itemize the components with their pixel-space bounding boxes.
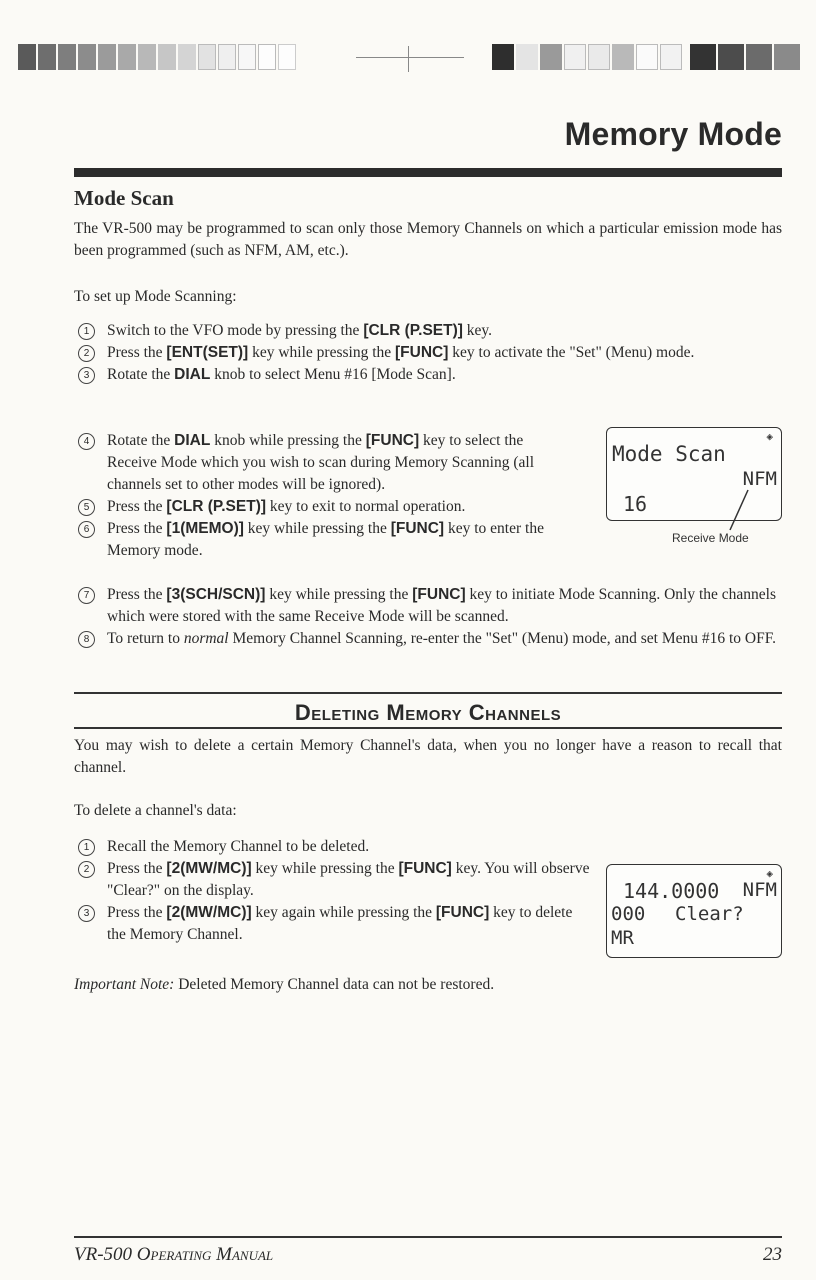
step-number: 2 xyxy=(78,861,95,878)
strip-block xyxy=(18,44,36,70)
key-label: [FUNC] xyxy=(395,344,449,361)
step-text: Memory Channel Scanning, re-enter the "Set" (Menu) mode, and set Menu #16 to OFF. xyxy=(228,630,776,647)
lcd-clear xyxy=(606,864,782,958)
step-number: 3 xyxy=(78,905,95,922)
key-label: [1(MEMO)] xyxy=(166,520,244,537)
section-rule-bottom xyxy=(74,727,782,729)
delete-step-3 xyxy=(74,902,590,946)
key-label: [FUNC] xyxy=(365,432,420,449)
step-text: key while pressing the xyxy=(265,586,413,603)
important-note xyxy=(74,974,782,996)
delete-step-1 xyxy=(74,836,590,858)
strip-block xyxy=(158,44,176,70)
step-text: key to activate the "Set" (Menu) mode. xyxy=(448,344,695,361)
page-number: 23 xyxy=(763,1244,782,1265)
step-text: Rotate the xyxy=(107,432,175,449)
step-text: Press the xyxy=(107,860,167,877)
step-text: Recall the Memory Channel to be deleted. xyxy=(107,838,370,855)
step-4 xyxy=(74,430,574,496)
strip-block xyxy=(660,44,682,70)
key-label: [FUNC] xyxy=(435,904,490,921)
step-text: key. You will observe "Clear?" on the display. xyxy=(107,860,590,899)
step-text: Press the xyxy=(107,586,167,603)
strip-block xyxy=(516,44,538,70)
key-label: [3(SCH/SCN)] xyxy=(166,586,266,603)
strip-block xyxy=(564,44,586,70)
footer-rule xyxy=(74,1236,782,1238)
deleting-heading: Deleting Memory Channels xyxy=(294,700,562,725)
step-text: To return to xyxy=(107,630,184,647)
step-2 xyxy=(74,342,782,364)
deleting-intro: You may wish to delete a certain Memory Channel's data, when you no longer have a reason to recall that channel. xyxy=(74,737,782,776)
step-text: key while pressing the xyxy=(243,520,391,537)
delete-steps xyxy=(74,836,590,946)
page-title: Memory Mode xyxy=(564,116,782,152)
step-7 xyxy=(74,584,782,628)
crosshair-h xyxy=(356,57,464,58)
step-text: Press the xyxy=(107,498,167,515)
step-text: key to exit to normal operation. xyxy=(266,498,466,515)
strip-block xyxy=(58,44,76,70)
step-6 xyxy=(74,518,574,562)
mode-scan-intro: The VR-500 may be programmed to scan only those Memory Channels on which a particular emission mode has been programmed (such as NFM, AM, etc.). xyxy=(74,220,782,259)
strip-block xyxy=(278,44,296,70)
lcd-receive-mode: NFM xyxy=(742,468,777,490)
strip-block xyxy=(238,44,256,70)
step-text: Press the xyxy=(107,904,167,921)
strip-block xyxy=(588,44,610,70)
step-number: 7 xyxy=(78,587,95,604)
delete-label: To delete a channel's data: xyxy=(74,802,237,819)
key-label: [FUNC] xyxy=(412,586,466,603)
step-number: 8 xyxy=(78,631,95,648)
lcd-message: Clear? xyxy=(675,903,744,925)
setup-label: To set up Mode Scanning: xyxy=(74,288,237,305)
strip-block xyxy=(38,44,56,70)
strip-block xyxy=(492,44,514,70)
step-1 xyxy=(74,320,782,342)
step-text: knob while pressing the xyxy=(210,432,366,449)
lock-icon: ◈ xyxy=(766,430,773,443)
section-rule-top xyxy=(74,692,782,694)
step-text: key. xyxy=(462,322,493,339)
crosshair-v xyxy=(408,46,409,72)
key-label: [FUNC] xyxy=(398,860,452,877)
step-text: Rotate the xyxy=(107,366,175,383)
step-number: 4 xyxy=(78,433,95,450)
strip-block xyxy=(198,44,216,70)
mode-scan-steps-narrow xyxy=(74,430,574,562)
strip-block xyxy=(98,44,116,70)
mode-scan-heading: Mode Scan xyxy=(74,186,174,210)
note-text: Deleted Memory Channel data can not be restored. xyxy=(174,976,495,993)
step-3 xyxy=(74,364,782,386)
key-label: [2(MW/MC)] xyxy=(166,904,252,921)
key-label: [CLR (P.SET)] xyxy=(166,498,267,515)
step-text: Press the xyxy=(107,520,167,537)
step-text: knob to select Menu #16 [Mode Scan]. xyxy=(210,366,456,383)
key-label: [CLR (P.SET)] xyxy=(363,322,463,339)
strip-block xyxy=(718,44,744,70)
step-number: 2 xyxy=(78,345,95,362)
lcd-mode-scan xyxy=(606,427,782,521)
step-text: key while pressing the xyxy=(251,860,399,877)
step-5 xyxy=(74,496,574,518)
step-text: key to enter the Memory mode. xyxy=(107,520,544,559)
step-text: key again while pressing the xyxy=(251,904,436,921)
strip-block xyxy=(774,44,800,70)
note-label: Important Note: xyxy=(74,976,175,993)
lock-icon: ◈ xyxy=(766,867,773,880)
step-number: 3 xyxy=(78,367,95,384)
strip-block xyxy=(118,44,136,70)
strip-block xyxy=(636,44,658,70)
strip-block xyxy=(258,44,276,70)
key-label: [FUNC] xyxy=(390,520,445,537)
step-number: 5 xyxy=(78,499,95,516)
strip-block xyxy=(690,44,716,70)
key-label: [2(MW/MC)] xyxy=(166,860,252,877)
strip-block xyxy=(540,44,562,70)
key-label: DIAL xyxy=(174,366,211,383)
step-number: 1 xyxy=(78,839,95,856)
lcd-menu-number: 16 xyxy=(623,492,648,516)
step-number: 1 xyxy=(78,323,95,340)
mode-scan-steps xyxy=(74,320,782,386)
step-text: key to delete the Memory Channel. xyxy=(107,904,573,943)
footer-manual-title: VR-500 Operating Manual xyxy=(74,1244,274,1265)
key-label: DIAL xyxy=(174,432,211,449)
step-number: 6 xyxy=(78,521,95,538)
step-text: key to initiate Mode Scanning. Only the channels which were stored with the same Receive Mode will be scanned. xyxy=(107,586,776,625)
step-text: key to select the Receive Mode which you wish to scan during Memory Scanning (all channels set to other modes will be ignored). xyxy=(107,432,535,493)
lcd-channel: 000 xyxy=(611,903,646,925)
step-text: key while pressing the xyxy=(248,344,396,361)
receive-mode-caption: Receive Mode xyxy=(672,531,749,545)
lcd-mode: NFM xyxy=(742,879,777,901)
step-8 xyxy=(74,628,782,650)
lcd-menu-name: Mode Scan xyxy=(612,442,726,466)
key-label: [ENT(SET)] xyxy=(166,344,249,361)
lcd-frequency: 144.0000 xyxy=(623,879,720,903)
strip-block xyxy=(138,44,156,70)
delete-step-2 xyxy=(74,858,590,902)
lcd-mr-indicator: MR xyxy=(611,927,634,949)
step-text: Press the xyxy=(107,344,167,361)
pointer-line xyxy=(726,488,750,534)
strip-block xyxy=(612,44,634,70)
mode-scan-steps-wide xyxy=(74,584,782,650)
emphasis-text: normal xyxy=(183,630,229,647)
title-rule xyxy=(74,168,782,177)
strip-block xyxy=(78,44,96,70)
strip-block xyxy=(178,44,196,70)
strip-block xyxy=(218,44,236,70)
strip-block xyxy=(746,44,772,70)
step-text: Switch to the VFO mode by pressing the xyxy=(107,322,364,339)
